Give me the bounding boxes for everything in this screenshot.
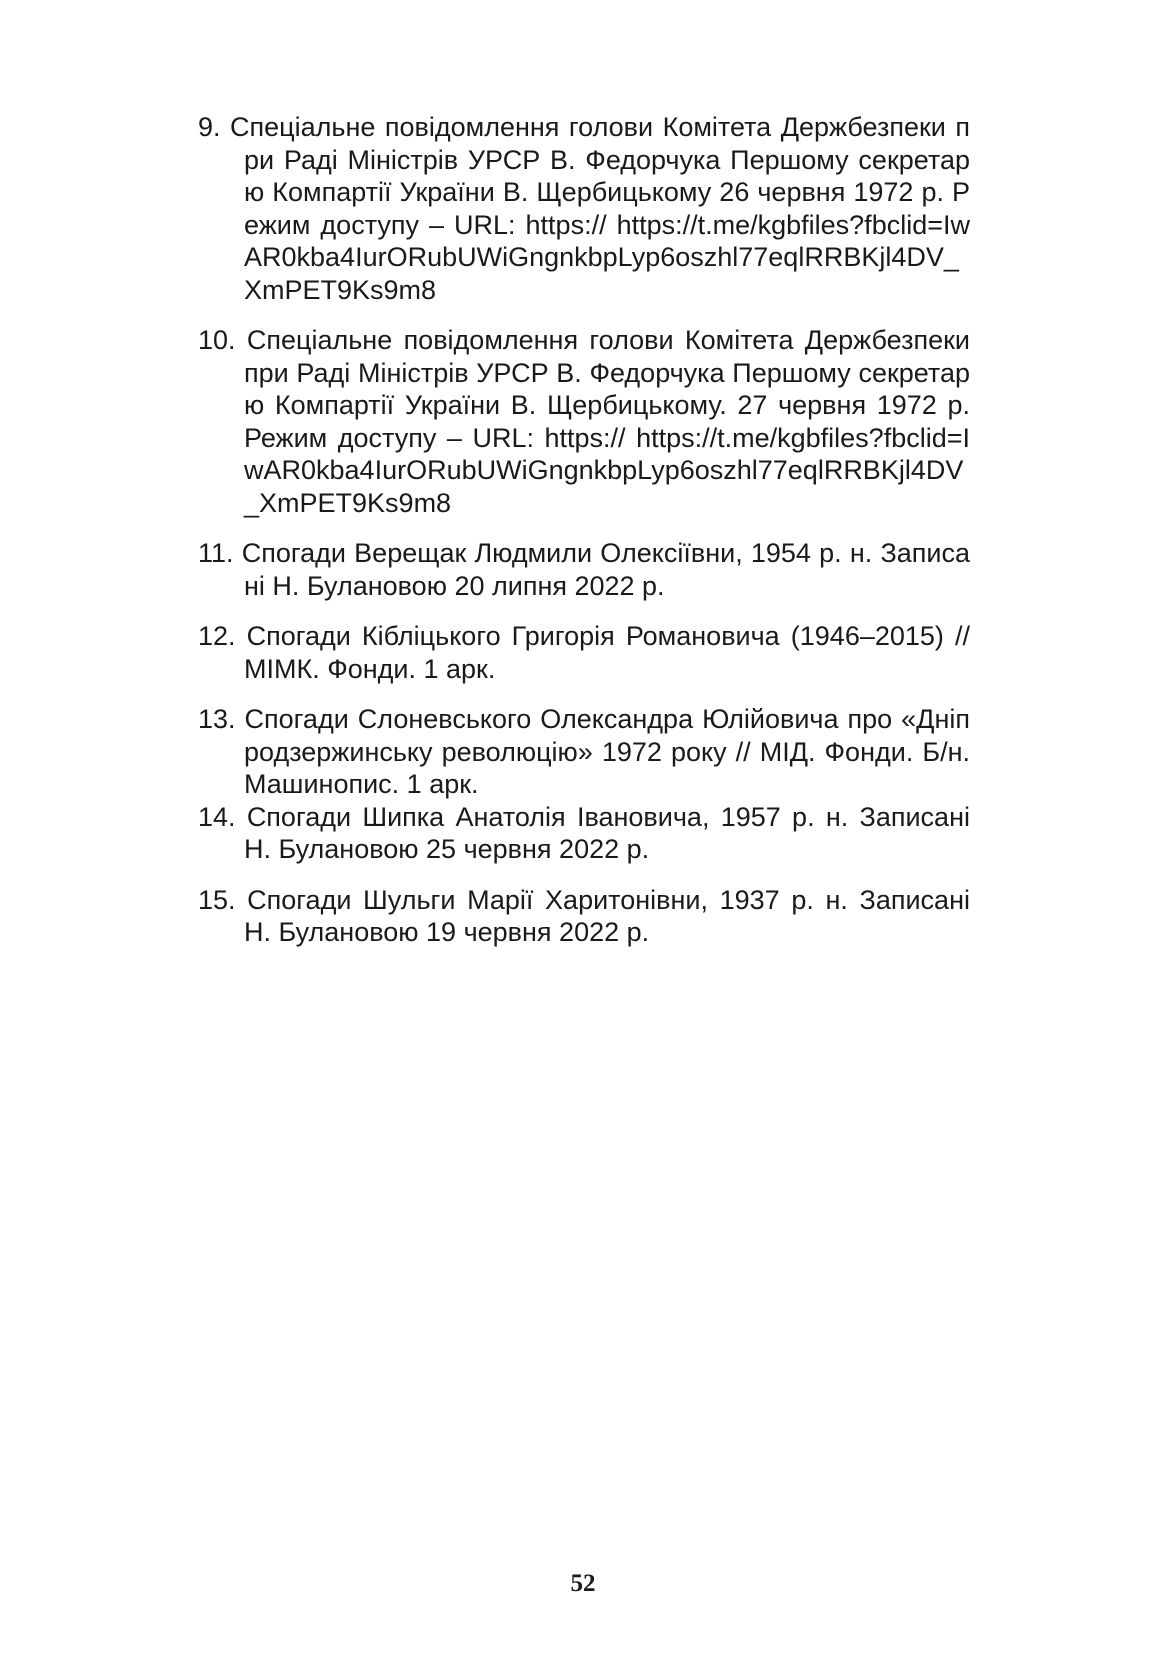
page-number: 52 (570, 1570, 596, 1597)
reference-item-13 (198, 703, 970, 801)
reference-list (198, 111, 970, 967)
reference-item-11 (198, 537, 970, 602)
reference-text: Спогади Слоневського Олександра Юлійовича про «Дніпродзержинську революцію» 1972 року // МІД. Фонди. Б/н. Машинопис. 1 арк. (244, 704, 970, 799)
reference-number: 12. (198, 621, 247, 651)
reference-text: Спеціальне повідомлення голови Комітета Держбезпеки при Раді Міністрів УРСР В. Федорчука Першому секретарю Компартії України В. Щербицькому 26 червня 1972 р. Режим доступу – URL: https:// https://t.me/kgbfiles?fbclid=IwAR0kba4IurORubUWiGngnkbpLyp6oszhl77eqlRRBKjl4DV_XmPET9Ks9m8 (230, 112, 970, 305)
reference-number: 14. (198, 801, 247, 832)
reference-number: 9. (198, 112, 231, 142)
reference-text: Спеціальне повідомлення голови Комітета Держбезпеки при Раді Міністрів УРСР В. Федорчука Першому секретарю Компартії України В. Щербицькому. 27 червня 1972 р. Режим доступу – URL: https:// https://t.me/kgbfiles?fbclid=IwAR0kba4IurORubUWiGngnkbpLyp6oszhl77eqlRRBKjl4DV_XmPET9Ks9m8 (244, 325, 970, 518)
reference-item-10 (198, 324, 970, 519)
reference-item-9 (198, 111, 970, 306)
reference-number: 11. (198, 538, 242, 568)
reference-text: Спогади Кібліцького Григорія Романовича (1946–2015) // МІМК. Фонди. 1 арк. (244, 621, 970, 684)
reference-item-15 (198, 884, 970, 949)
reference-item-14 (198, 801, 970, 866)
reference-text: Спогади Шипка Анатолія Івановича, 1957 р. н. Записані Н. Булановою 25 червня 2022 р. (244, 801, 970, 864)
reference-item-12 (198, 620, 970, 685)
reference-text: Спогади Шульги Марії Харитонівни, 1937 р. н. Записані Н. Булановою 19 червня 2022 р. (244, 884, 970, 947)
reference-number: 15. (198, 884, 248, 915)
reference-number: 10. (198, 325, 247, 355)
reference-number: 13. (198, 704, 245, 734)
reference-text: Спогади Верещак Людмили Олексіївни, 1954 р. н. Записані Н. Булановою 20 липня 2022 р. (241, 538, 970, 601)
